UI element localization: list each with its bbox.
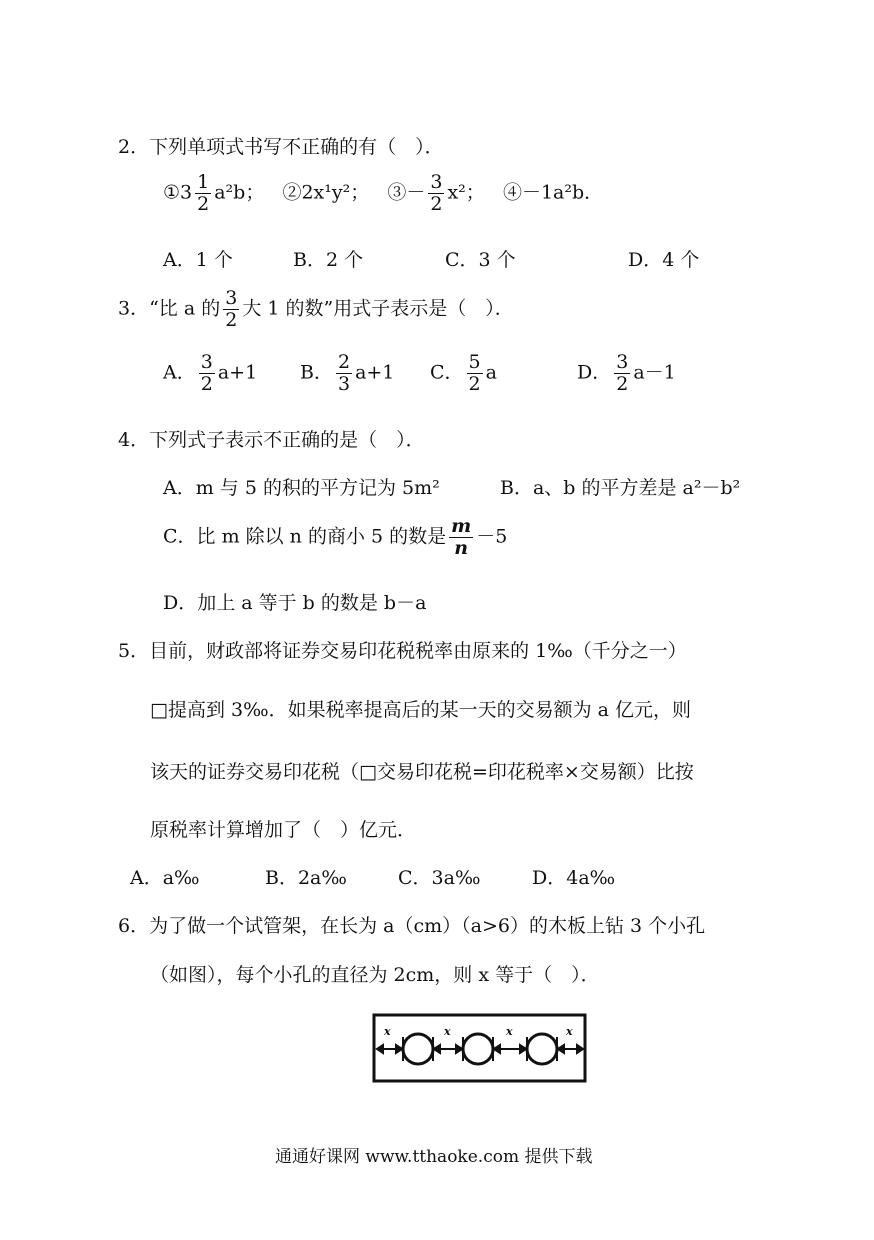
- q2-item2: ②2x¹y²；: [282, 181, 370, 204]
- option-label: A．: [163, 361, 196, 384]
- frac-denominator: 2: [616, 373, 629, 395]
- q4-stem: 4．下列式子表示不正确的是（ ）．: [118, 429, 425, 451]
- q2-item3-prefix: ③－: [387, 181, 426, 204]
- hole-2: [463, 1034, 493, 1064]
- frac-numerator: m: [451, 515, 472, 537]
- frac-denominator: 2: [430, 193, 443, 215]
- spacing-arrows: [377, 1045, 583, 1053]
- q6-line-2: （如图），每个小孔的直径为 2cm，则 x 等于（ ）．: [150, 964, 600, 986]
- q3-option-b: [300, 352, 394, 395]
- q3-option-a: [163, 352, 257, 395]
- q4-option-c-suffix: －5: [476, 525, 508, 548]
- frac-numerator: 3: [225, 287, 238, 309]
- q4-option-b: B．a、b 的平方差是 a²－b²: [500, 477, 741, 499]
- q4-option-c-prefix: C．比 m 除以 n 的商小 5 的数是: [163, 525, 447, 548]
- q3-stem-suffix: 大 1 的数”用式子表示是（ ）．: [242, 297, 514, 320]
- q5-option-c: C．3a‰: [398, 867, 481, 889]
- option-suffix: a: [485, 361, 497, 384]
- frac-denominator: 2: [200, 373, 213, 395]
- q4-option-c: [163, 516, 507, 559]
- frac-denominator: 2: [468, 373, 481, 395]
- q3-stem-prefix: 3．“比 a 的: [118, 297, 221, 320]
- option-label: C．: [430, 361, 464, 384]
- q2-item3-fraction: [428, 172, 444, 215]
- frac-numerator: 5: [468, 351, 481, 373]
- q2-option-c: C．3 个: [445, 249, 516, 271]
- q2-item1-prefix: ①3: [163, 181, 193, 204]
- frac-numerator: 1: [197, 171, 210, 193]
- q2-item1-fraction: [195, 172, 211, 215]
- q2-items: [163, 172, 603, 215]
- test-tube-rack-figure: [372, 1013, 588, 1085]
- q2-option-d: D．4 个: [628, 249, 700, 271]
- option-fraction: [467, 352, 483, 395]
- frac-denominator: 2: [225, 309, 238, 331]
- q4-option-a: A．m 与 5 的积的平方记为 5m²: [163, 477, 440, 499]
- option-suffix: a－1: [633, 361, 676, 384]
- option-fraction: [336, 352, 352, 395]
- board-outline: [374, 1015, 585, 1081]
- frac-denominator: n: [454, 537, 469, 559]
- q5-line-2: □提高到 3‰．如果税率提高后的某一天的交易额为 a 亿元，则: [150, 699, 691, 721]
- option-suffix: a+1: [217, 361, 258, 384]
- x-label-4: x: [566, 1025, 573, 1038]
- q4-option-c-fraction: [449, 516, 473, 559]
- q3-stem: [118, 288, 514, 331]
- option-fraction: [614, 352, 630, 395]
- q5-line-3: 该天的证券交易印花税（□交易印花税=印花税率×交易额）比按: [150, 761, 694, 783]
- q2-item1-suffix: a²b；: [214, 181, 265, 204]
- q2-option-b: B．2 个: [293, 249, 364, 271]
- x-label-3: x: [506, 1025, 513, 1038]
- footer-credit: 通通好课网 www.tthaoke.com 提供下载: [275, 1147, 593, 1167]
- option-label: D．: [577, 361, 612, 384]
- q5-option-b: B．2a‰: [265, 867, 347, 889]
- q2-option-a: A．1 个: [163, 249, 233, 271]
- frac-denominator: 2: [197, 193, 210, 215]
- q2-item4: ④－1a²b．: [502, 181, 604, 204]
- q6-line-1: 6．为了做一个试管架，在长为 a（cm）（a>6）的木板上钻 3 个小孔: [118, 915, 706, 937]
- frac-numerator: 3: [616, 351, 629, 373]
- option-fraction: [199, 352, 215, 395]
- q3-option-c: [430, 352, 497, 395]
- x-label-2: x: [444, 1025, 451, 1038]
- q5-line-1: 5．目前，财政部将证券交易印花税税率由原来的 1‰（千分之一）: [118, 640, 687, 662]
- x-label-1: x: [384, 1025, 391, 1038]
- q3-option-d: [577, 352, 676, 395]
- q3-stem-fraction: [223, 288, 239, 331]
- option-label: B．: [300, 361, 333, 384]
- q2-item3-suffix: x²；: [447, 181, 485, 204]
- q5-option-d: D．4a‰: [532, 867, 616, 889]
- q5-option-a: A．a‰: [130, 867, 200, 889]
- hole-1: [403, 1034, 433, 1064]
- frac-numerator: 3: [430, 171, 443, 193]
- frac-numerator: 2: [337, 351, 351, 373]
- frac-denominator: 3: [337, 373, 351, 395]
- frac-numerator: 3: [200, 351, 213, 373]
- hole-3: [527, 1034, 557, 1064]
- q4-option-d: D．加上 a 等于 b 的数是 b－a: [163, 592, 427, 614]
- q5-line-4: 原税率计算增加了（ ）亿元．: [150, 819, 417, 841]
- option-suffix: a+1: [355, 361, 395, 384]
- q2-stem: 2．下列单项式书写不正确的有（ ）．: [118, 136, 444, 158]
